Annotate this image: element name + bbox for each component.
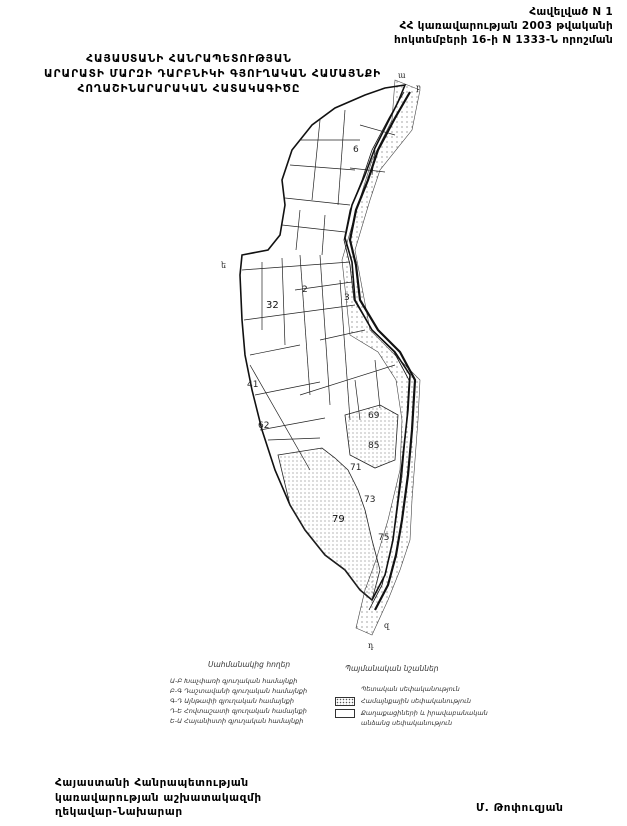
- boundary-point-a: ա: [398, 71, 406, 80]
- parcel-label-79: 79: [332, 514, 345, 525]
- footer-organization: [55, 776, 262, 820]
- adjacent-item: Դ-Ե Հովտաշատի գյուղական համայնքի: [170, 707, 307, 715]
- parcel-label-6: 6: [353, 145, 359, 155]
- adjacent-item: Ա-Բ Խաչփառի գյուղական համայնքի: [170, 677, 298, 685]
- annex-line-2: ՀՀ կառավարության 2003 թվականի: [399, 20, 613, 32]
- parcel-label-62: 62: [258, 421, 270, 431]
- adjacent-lands-list: [170, 676, 307, 726]
- community-property-swatch: [335, 697, 355, 706]
- parcel-label-32: 32: [266, 300, 279, 311]
- parcel-label-41: 41: [247, 380, 259, 390]
- state-property-swatch: [335, 685, 353, 692]
- title-line-1: ՀԱՅԱՍՏԱՆԻ ՀԱՆՐԱՊԵՏՈՒԹՅԱՆ: [86, 53, 292, 65]
- footer-line-1: Հայաստանի Հանրապետության: [55, 777, 249, 789]
- adjacent-item: Ե-Ա Հայանիստի գյուղական համայնքի: [170, 717, 304, 725]
- parcel-label-75: 75: [378, 533, 390, 543]
- footer-line-2: կառավարության աշխատակազմի: [55, 791, 262, 804]
- private-property-swatch: [335, 709, 355, 718]
- adjacent-item: Գ-Դ Այնթափի գյուղական համայնքի: [170, 697, 294, 705]
- parcel-label-3: 3: [344, 293, 350, 303]
- title-line-2: ԱՐԱՐԱՏԻ ՄԱՐԶԻ ԴԱՐԲՆԻԿԻ ԳՅՈՒՂԱԿԱՆ ՀԱՄԱՅՆՔԻ: [44, 68, 382, 80]
- parcel-label-85: 85: [368, 441, 380, 451]
- boundary-point-e: ե: [221, 261, 227, 270]
- annex-line-1: Հավելված N 1: [529, 6, 613, 18]
- footer-line-3: ղեկավար-Նախարար: [55, 806, 183, 818]
- adjacent-lands-heading: Սահմանակից հողեր: [208, 660, 291, 669]
- community-owned-zone: [278, 448, 380, 600]
- parcel-label-71: 71: [350, 463, 362, 473]
- symbols-heading: Պայմանական նշաններ: [345, 664, 439, 673]
- map-legend: [160, 660, 520, 760]
- parcel-label-2: 2: [302, 285, 308, 295]
- adjacent-item: Բ-Գ Դաշտավանի գյուղական համայնքի: [170, 687, 308, 695]
- parcel-label-73: 73: [364, 495, 376, 505]
- parcel-label-69: 69: [368, 411, 380, 421]
- boundary-point-b: բ: [416, 83, 421, 92]
- boundary-point-d: դ: [368, 641, 374, 650]
- boundary-point-z: զ: [384, 621, 390, 630]
- legend-label: Պետական սեփականություն: [361, 685, 460, 693]
- legend-label: Քաղաքացիների և իրավաբանական անձանց սեփականություն: [361, 709, 488, 727]
- annex-line-3: հոկտեմբերի 16-ի N 1333-Ն որոշման: [393, 34, 613, 46]
- title-line-3: ՀՈՂԱՇԻՆԱՐԱՐԱԿԱՆ ՀԱՏԱԿԱԳԻԾԸ: [77, 83, 301, 95]
- parcel-lines-upper: [282, 110, 395, 255]
- footer-signatory: Մ. Թոփուզյան: [476, 802, 564, 814]
- legend-label: Համայնքային սեփականություն: [361, 697, 472, 705]
